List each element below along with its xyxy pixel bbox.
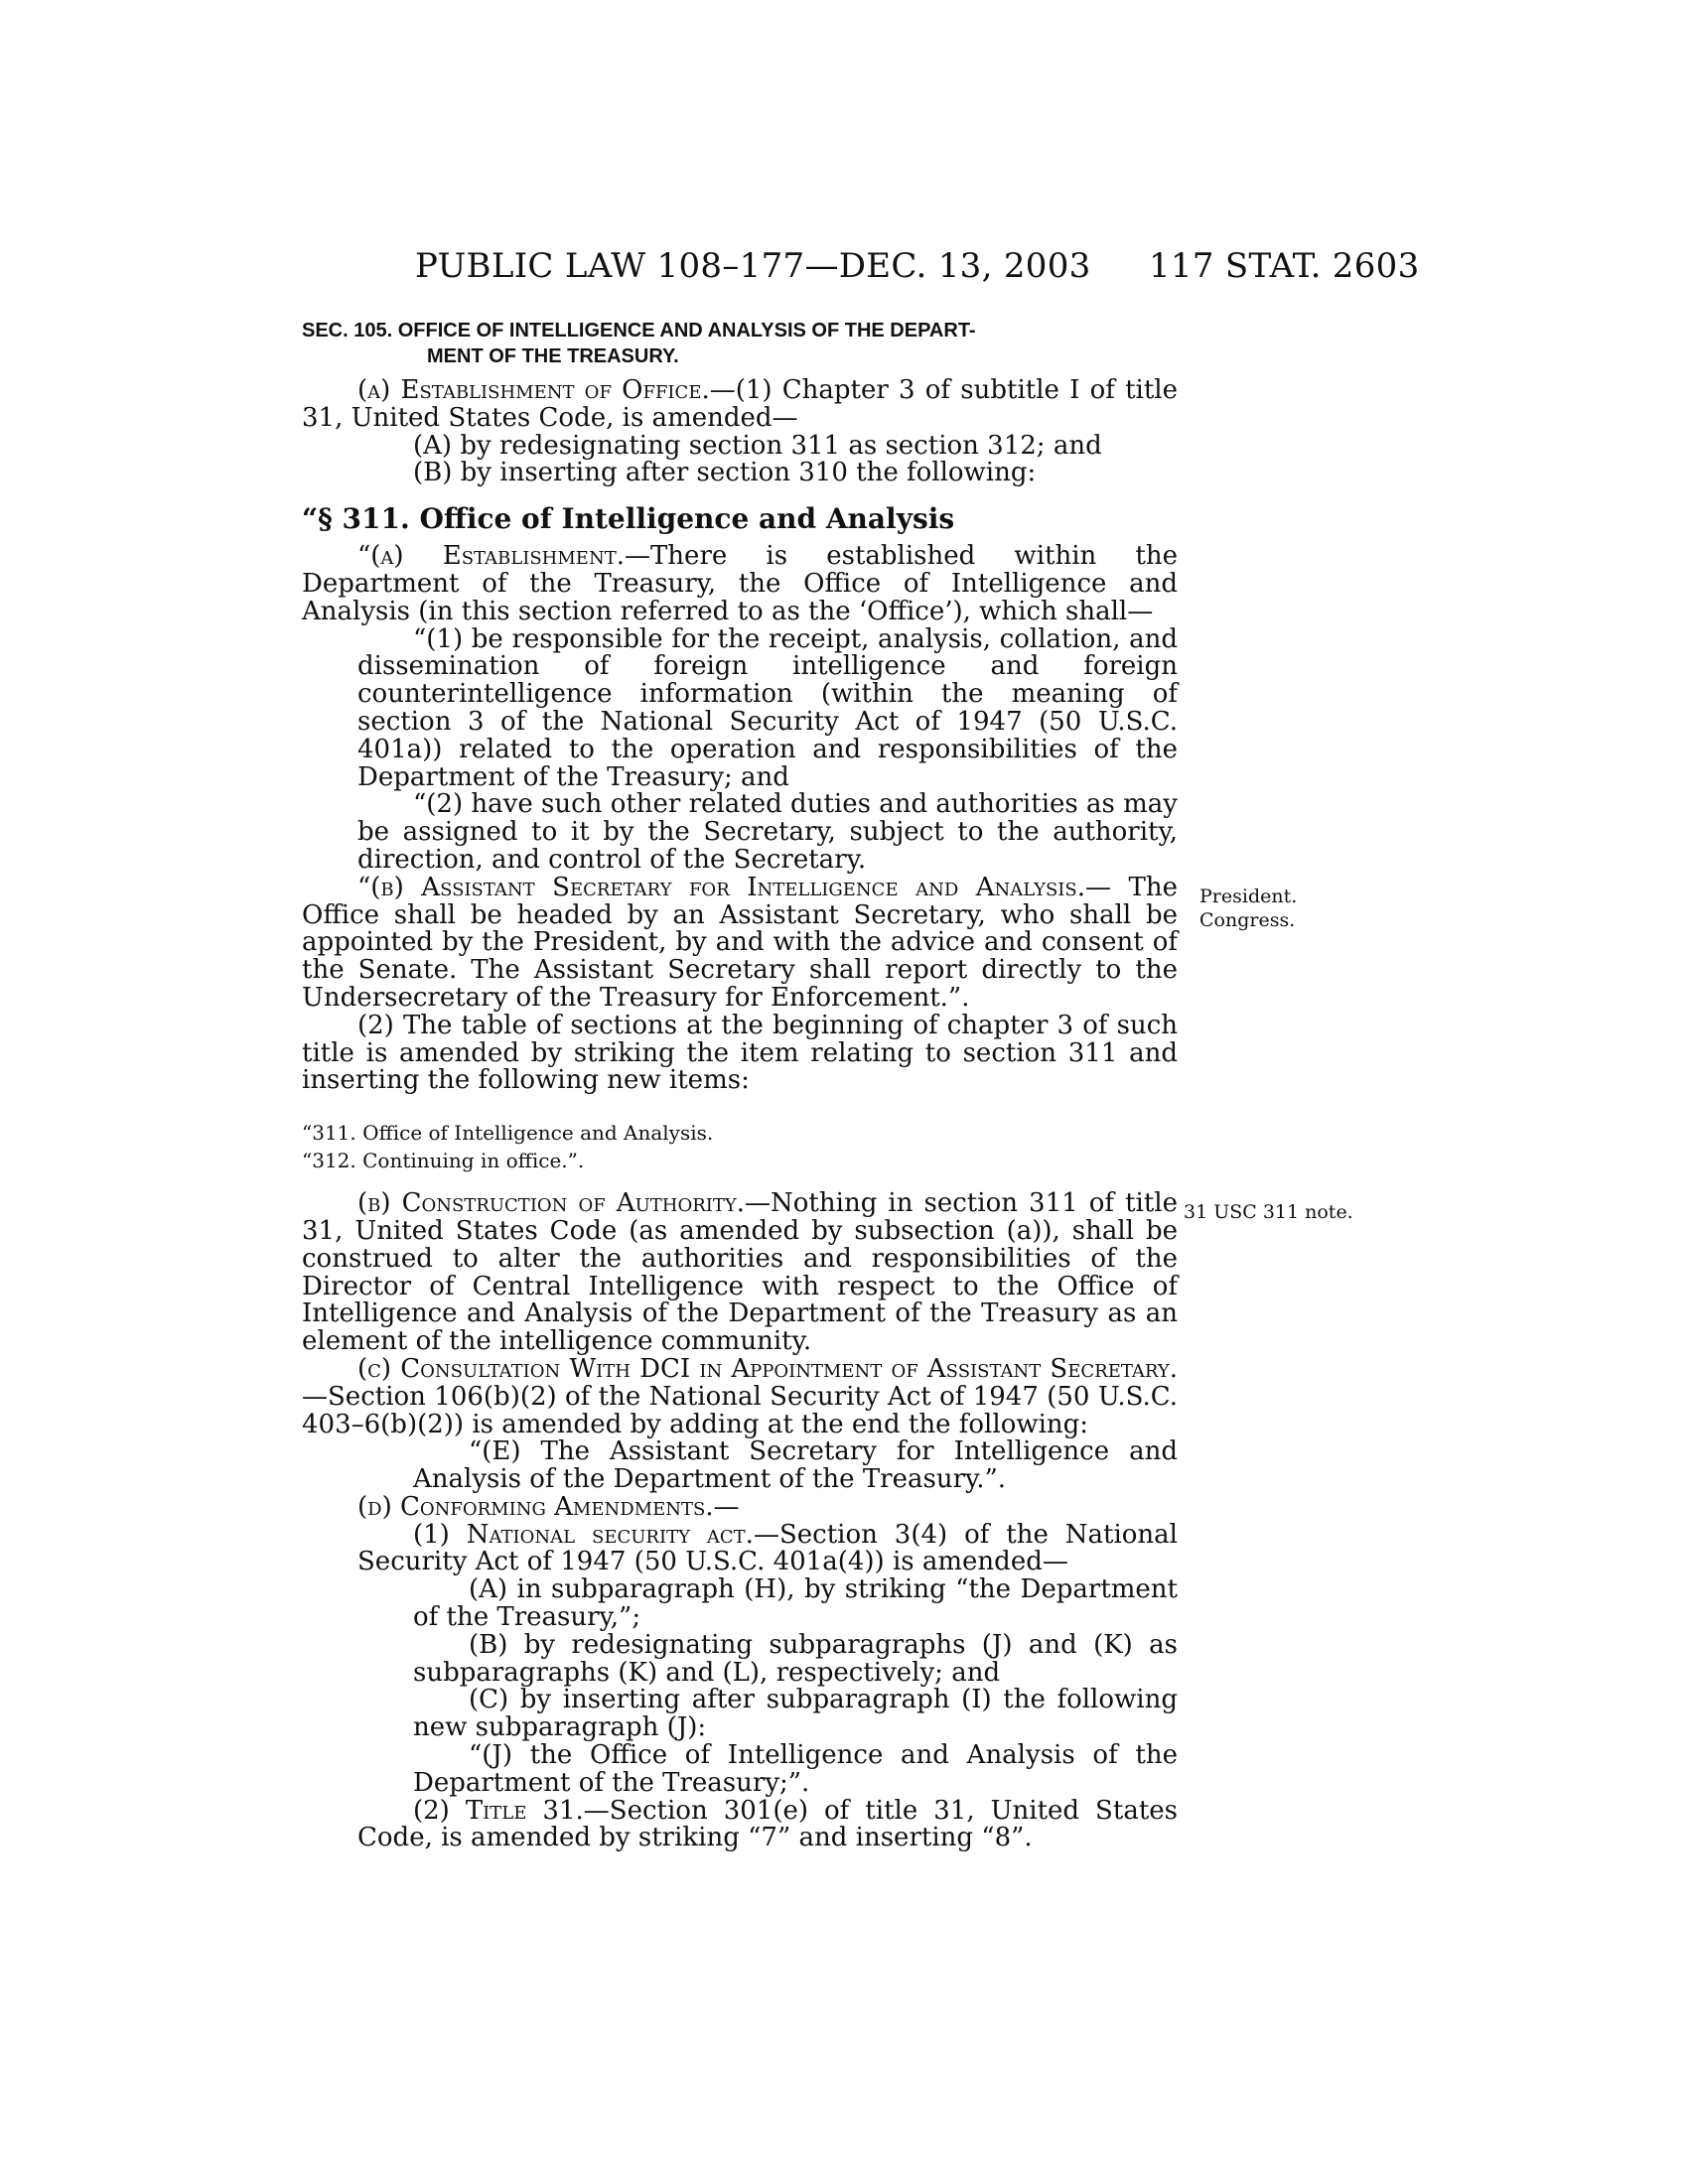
toc-item-311: “311. Office of Intelligence and Analysis. — [302, 1121, 714, 1146]
paragraph-d-1-text: —Section 3(4) of the National Security Act of 1947 (50 U.S.C. 401a(4)) is amended— — [357, 1519, 1178, 1577]
table-of-sections — [302, 1119, 1178, 1174]
toc-item-312: “312. Continuing in office.”. — [302, 1149, 585, 1173]
paragraph-c — [302, 1353, 1178, 1439]
section-heading-line-2: MENT OF THE TREASURY. — [427, 345, 679, 367]
paragraph-a-B: (B) by inserting after section 310 the following: — [413, 458, 1037, 488]
running-header-title: PUBLIC LAW 108–177—DEC. 13, 2003 — [415, 246, 1091, 286]
section-311-title: “§ 311. Office of Intelligence and Analysis — [302, 502, 955, 536]
body-text — [302, 377, 1178, 1852]
paragraph-d-2-heading: (2) Title 31. — [413, 1795, 584, 1826]
paragraph-d-heading: (d) Conforming Amendments. — [357, 1491, 714, 1522]
paragraph-c-E: “(E) The Assistant Secretary for Intelligence and Analysis of the Department of the Treasury.”. — [413, 1436, 1178, 1495]
paragraph-b-text: —Nothing in section 311 of title 31, United States Code (as amended by subsection (a)), shall be construed to alter the authorities and responsibilities of the Director of Central Intelligence with respect to the Office of Intelligence and Analysis of the Department of the Treasury as an element of the intelligence community. — [302, 1188, 1178, 1357]
paragraph-a-heading: (a) Establishment of Office. — [357, 375, 710, 405]
section-311-b — [302, 872, 1178, 1013]
paragraph-d-1-A: (A) in subparagraph (H), by striking “the Department of the Treasury,”; — [413, 1574, 1178, 1633]
section-311-b-text: — The Office shall be headed by an Assistant Secretary, who shall be appointed by the President, by and with the advice and consent of the Senate. The Assistant Secretary shall report directly to the Undersecretary of the Treasury for Enforcement.”. — [302, 872, 1178, 1013]
paragraph-d-1-B: (B) by redesignating subparagraphs (J) and (K) as subparagraphs (K) and (L), respectively; and — [413, 1629, 1178, 1688]
paragraph-a-A: (A) by redesignating section 311 as section 312; and — [413, 430, 1102, 461]
section-311-a-heading: “(a) Establishment. — [357, 541, 625, 572]
section-311-b-heading: “(b) Assistant Secretary for Intelligence and Analysis. — [357, 872, 1086, 902]
margin-note-congress: Congress. — [1199, 909, 1296, 931]
paragraph-b-heading: (b) Construction of Authority. — [357, 1188, 746, 1219]
section-311-a — [302, 543, 1178, 625]
margin-note-president-congress — [1199, 885, 1297, 932]
margin-note-president: President. — [1199, 886, 1298, 907]
paragraph-a-text: —(1) Chapter 3 of subtitle I of title 31, United States Code, is amended— — [302, 375, 1179, 433]
paragraph-d-text: — — [713, 1491, 740, 1522]
section-311-a-text: —There is established within the Department of the Treasury, the Office of Intelligence and Analysis (in this section referred to as the ‘Office’), which shall— — [302, 541, 1178, 626]
paragraph-d-1-heading: (1) National security act. — [413, 1519, 754, 1550]
paragraph-d — [302, 1491, 1178, 1522]
section-311-a-1: “(1) be responsible for the receipt, analysis, collation, and dissemination of foreign intelligence and foreign counterintelligence information (within the meaning of section 3 of the National Security Act of 1947 (50 U.S.C. 401a)) related to the operation and responsibilities of the Department of the Treasury; and — [357, 623, 1178, 792]
section-311-a-2: “(2) have such other related duties and authorities as may be assigned to it by the Secretary, subject to the authority, direction, and control of the Secretary. — [357, 789, 1178, 875]
section-heading-line-1: SEC. 105. OFFICE OF INTELLIGENCE AND ANALYSIS OF THE DEPART- — [302, 320, 976, 341]
paragraph-b — [302, 1190, 1178, 1356]
paragraph-c-heading: (c) Consultation With DCI in Appointment of Assistant Secretary. — [357, 1353, 1178, 1384]
paragraph-c-text: —Section 106(b)(2) of the National Security Act of 1947 (50 U.S.C. 403–6(b)(2)) is amended by adding at the end the following: — [302, 1381, 1178, 1439]
paragraph-a — [302, 377, 1178, 433]
paragraph-d-1-J: “(J) the Office of Intelligence and Analysis of the Department of the Treasury;”. — [413, 1740, 1178, 1798]
running-header-page-number: 117 STAT. 2603 — [1149, 246, 1420, 286]
paragraph-d-1 — [302, 1519, 1178, 1577]
paragraph-d-2-text: —Section 301(e) of title 31, United States Code, is amended by striking “7” and inserting “8”. — [357, 1795, 1178, 1853]
section-heading — [302, 318, 1176, 369]
paragraph-d-1-C: (C) by inserting after subparagraph (I) the following new subparagraph (J): — [413, 1685, 1178, 1743]
paragraph-d-2 — [302, 1795, 1178, 1853]
margin-note-usc-citation: 31 USC 311 note. — [1184, 1201, 1353, 1223]
paragraph-a-2: (2) The table of sections at the beginning of chapter 3 of such title is amended by striking the item relating to section 311 and inserting the following new items: — [302, 1010, 1178, 1096]
